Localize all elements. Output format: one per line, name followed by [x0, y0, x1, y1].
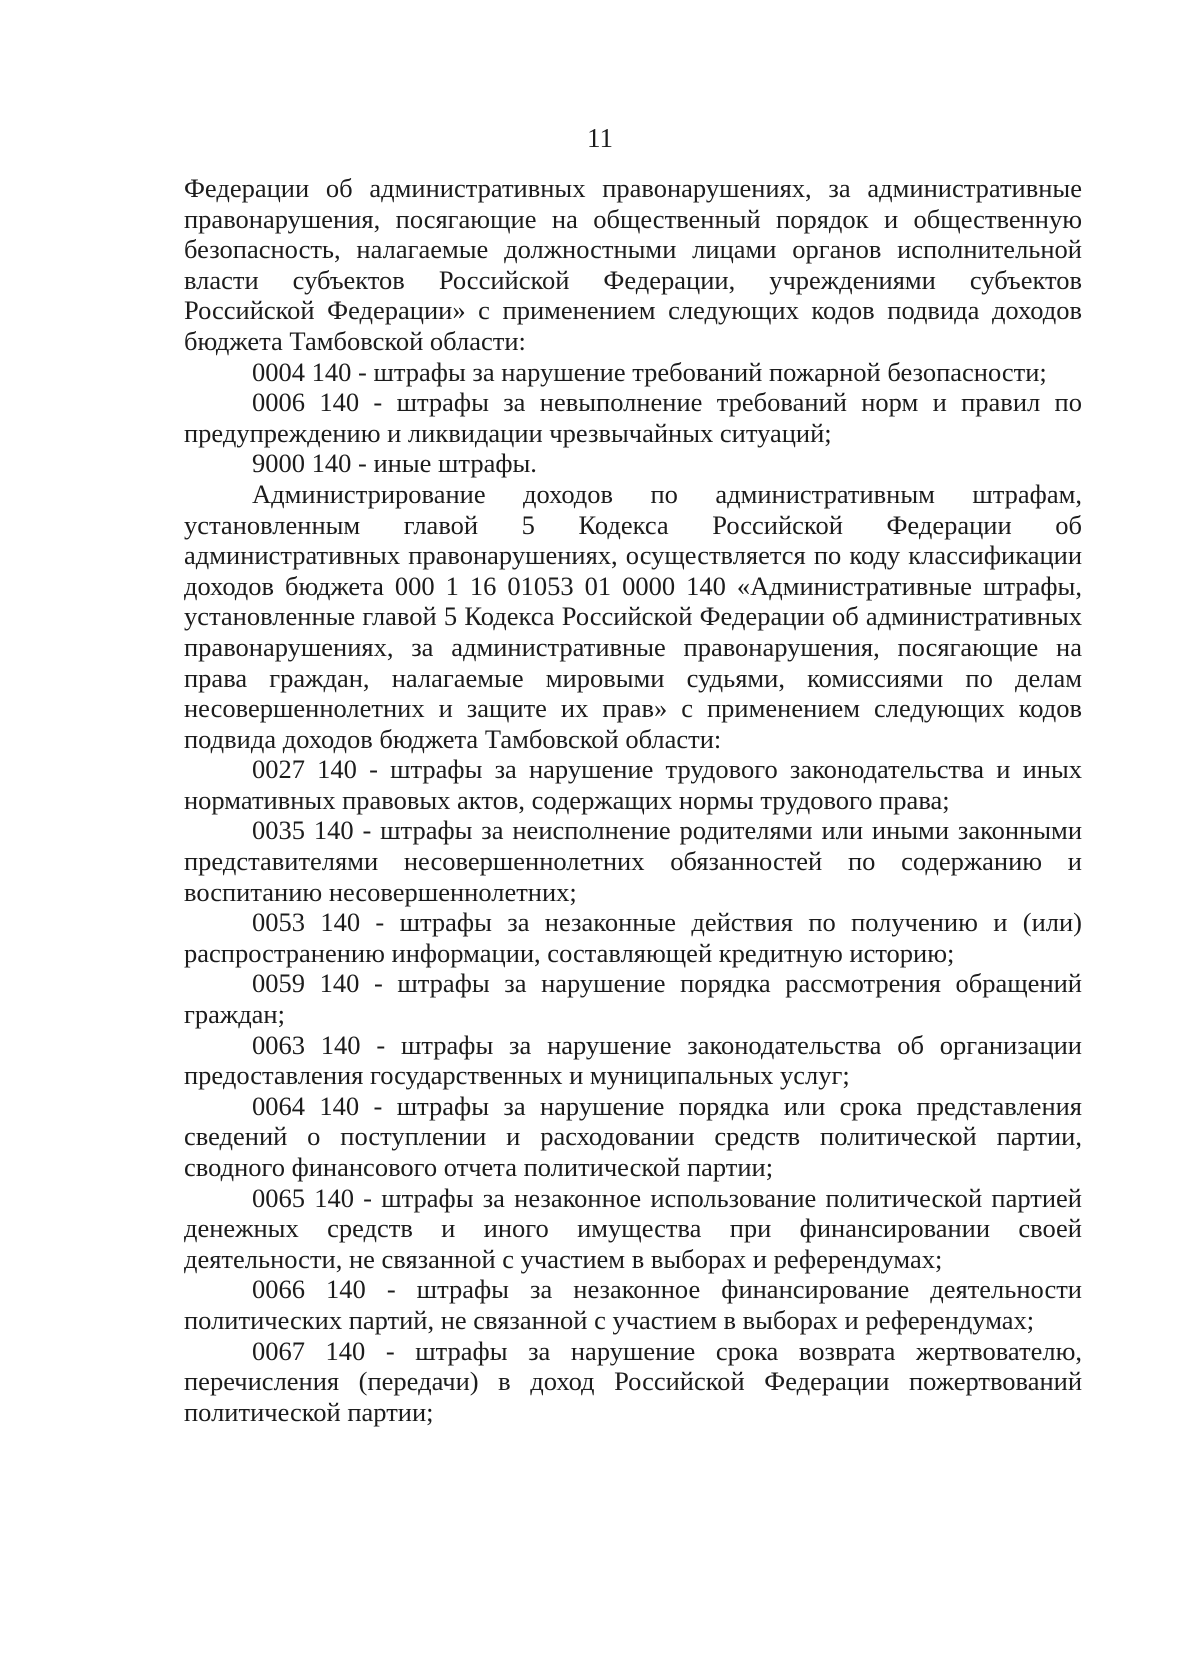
paragraph-continuation: Федерации об административных правонарушениях, за административные правонарушения, посягающие на общественный порядок и общественную безопасность, налагаемые должностными лицами органов исполнительной власти субъектов Российской Федерации, учреждениями субъектов Российской Федерации» с применением следующих кодов подвида доходов бюджета Тамбовской области: [184, 173, 1082, 356]
paragraph-code-0004: 0004 140 - штрафы за нарушение требований пожарной безопасности; [252, 356, 1047, 387]
paragraph-code-0067: 0067 140 - штрафы за нарушение срока возврата жертвователю, перечисления (передачи) в доход Российской Федерации пожертвований политической партии; [184, 1335, 1082, 1427]
paragraph-code-0035: 0035 140 - штрафы за неисполнение родителями или иными законными представителями несовершеннолетних обязанностей по содержанию и воспитанию несовершеннолетних; [184, 815, 1082, 907]
paragraph-code-0063: 0063 140 - штрафы за нарушение законодательства об организации предоставления государственных и муниципальных услуг; [184, 1029, 1082, 1091]
document-body [184, 173, 1082, 1427]
paragraph-code-9000: 9000 140 - иные штрафы. [252, 448, 537, 479]
paragraph-administration-chapter-5: Администрирование доходов по административным штрафам, установленным главой 5 Кодекса Российской Федерации об административных правонарушениях, осуществляется по коду классификации доходов бюджета 000 1 16 01053 01 0000 140 «Административные штрафы, установленные главой 5 Кодекса Российской Федерации об административных правонарушениях, за административные правонарушения, посягающие на права граждан, налагаемые мировыми судьями, комиссиями по делам несовершеннолетних и защите их прав» с применением следующих кодов подвида доходов бюджета Тамбовской области: [184, 478, 1082, 754]
paragraph-code-0027: 0027 140 - штрафы за нарушение трудового законодательства и иных нормативных правовых актов, содержащих нормы трудового права; [184, 754, 1082, 815]
paragraph-code-0006: 0006 140 - штрафы за невыполнение требований норм и правил по предупреждению и ликвидации чрезвычайных ситуаций; [184, 387, 1082, 448]
paragraph-code-0059: 0059 140 - штрафы за нарушение порядка рассмотрения обращений граждан; [184, 968, 1082, 1030]
paragraph-code-0064: 0064 140 - штрафы за нарушение порядка или срока представления сведений о поступлении и расходовании средств политической партии, сводного финансового отчета политической партии; [184, 1090, 1082, 1182]
paragraph-code-0065: 0065 140 - штрафы за незаконное использование политической партией денежных средств и иного имущества при финансировании своей деятельности, не связанной с участием в выборах и референдумах; [184, 1182, 1082, 1274]
paragraph-code-0066: 0066 140 - штрафы за незаконное финансирование деятельности политических партий, не связанной с участием в выборах и референдумах; [184, 1274, 1082, 1335]
page-number: 11 [587, 123, 613, 153]
paragraph-code-0053: 0053 140 - штрафы за незаконные действия по получению и (или) распространению информации, составляющей кредитную историю; [184, 907, 1082, 968]
